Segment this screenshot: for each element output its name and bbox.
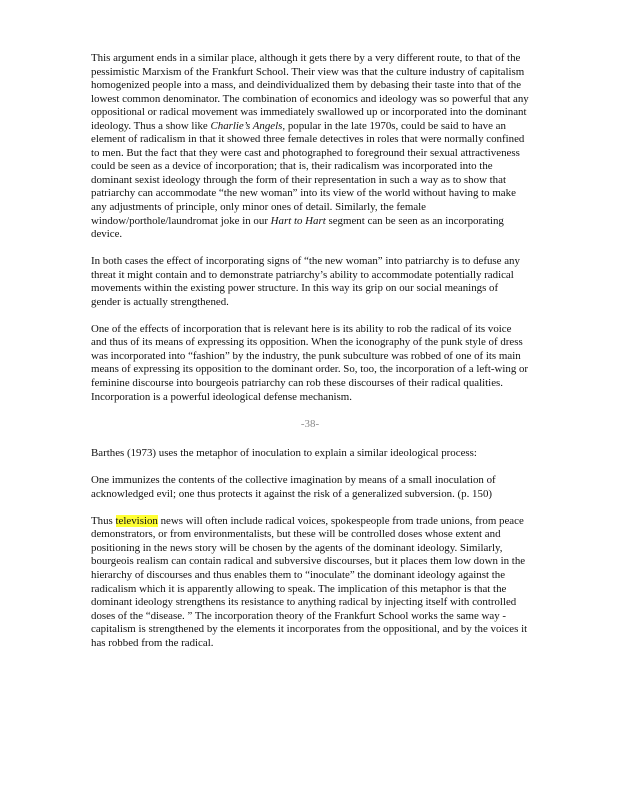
paragraph-text: This argument ends in a similar place, although it gets there by a very different route, to that of the pessimistic Marxism of the Frankfurt School. Their view was that the culture industry of capitalism homogenized people into a mass, and deindividualized them by debasing their taste into that of the lowest common denominator. The combination of economics and ideology was so powerful that any oppositional or radical movement was immediately swallowed up or incorporated into the dominant ideology. Thus a show like xyxy=(91,52,529,132)
paragraph-text: popular in the late 1970s, could be said to have an element of radicalism in that it showed three female detectives in roles that were normally confined to men. But the fact that they were cast and photographed to foreground their sexual attractiveness could be seen as a device of incorporation; that is, their radicalism was incorporated into the dominant sexist ideology through the form of their representation in such a way as to show that patriarchy can accommodate “the new woman” into its view of the world without having to make any adjustments of principle, only minor ones of detail. Similarly, the female window/porthole/laundromat joke in our xyxy=(91,119,525,227)
document-page xyxy=(91,52,529,664)
paragraph-incorporation: One of the effects of incorporation that is relevant here is its ability to rob the radical of its voice and thus of its means of expressing its opposition. When the iconography of the punk style of dress was incorporated into “fashion” by the industry, the punk subculture was robbed of one of its main means of expressing its opposition to the dominant order. So, too, the incorporation of a left-wing or feminine discourse into bourgeois patriarchy can rob these discourses of their radical qualities. Incorporation is a powerful ideological defense mechanism. xyxy=(91,322,529,403)
italic-title-charlies-angels: Charlie’s Angels, xyxy=(210,119,286,132)
page-number: -38- xyxy=(300,417,320,430)
highlighted-word[interactable]: television xyxy=(115,514,158,527)
paragraph-barthes: Barthes (1973) uses the metaphor of inoculation to explain a similar ideological process: xyxy=(91,447,477,460)
paragraph-frankfurt-school xyxy=(91,52,529,242)
paragraph-text: Thus xyxy=(91,514,116,527)
paragraph-new-woman: In both cases the effect of incorporating signs of “the new woman” into patriarchy is to defuse any threat it might contain and to demonstrate patriarchy’s ability to accommodate potentially radical movements within the existing power structure. In this way its grip on our social meanings of gender is actually strengthened. xyxy=(91,255,520,308)
paragraph-text: segment can be seen as an incorporating device. xyxy=(91,214,504,241)
paragraph-text: news will often include radical voices, spokespeople from trade unions, from peace demonstrators, or from environmentalists, but these will be controlled doses whose extent and positioning in the news story will be chosen by the agents of the dominant ideology. Similarly, bourgeois realism can contain radical and subversive discourses, but it places them low down in the hierarchy of discourses and thus enables them to “inoculate” the dominant ideology against the radicalism which it is apparently allowing to speak. The implication of this metaphor is that the dominant ideology strengthens its resistance to anything radical by injecting itself with controlled doses of the “disease. ” The incorporation theory of the Frankfurt School works the same way - capitalism is strengthened by the elements it incorporates from the oppositional, and by the voices it has robbed from the radical. xyxy=(91,514,528,649)
block-quote: One immunizes the contents of the collective imagination by means of a small inoculation of acknowledged evil; one thus protects it against the risk of a generalized subversion. (p. 150) xyxy=(91,474,496,500)
paragraph-inoculation xyxy=(91,515,529,650)
italic-title-hart-to-hart: Hart to Hart xyxy=(270,214,326,227)
